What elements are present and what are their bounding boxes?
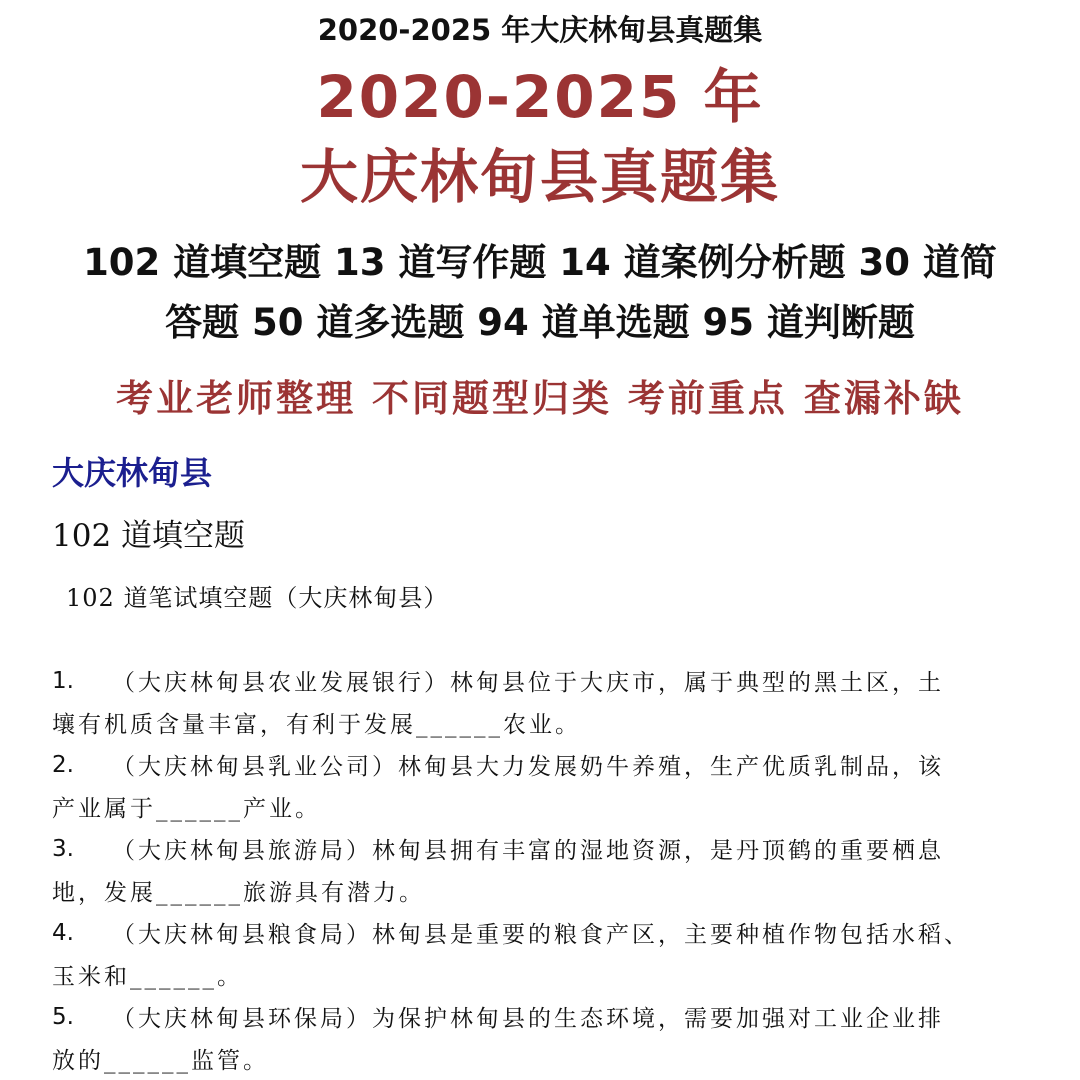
question-text-line: 玉米和______。 xyxy=(52,964,243,990)
section-intro: 102 道笔试填空题（大庆林甸县） xyxy=(66,584,449,612)
question-text-line: 放的______监管。 xyxy=(52,1048,269,1074)
question-number: 1. xyxy=(52,668,74,694)
section-title: 大庆林甸县 xyxy=(52,454,213,492)
question-text-line: （大庆林甸县旅游局）林甸县拥有丰富的湿地资源，是丹顶鹤的重要栖息 xyxy=(112,838,944,864)
question-text-line: 地，发展______旅游具有潜力。 xyxy=(52,880,425,906)
question-text-line: （大庆林甸县乳业公司）林甸县大力发展奶牛养殖，生产优质乳制品，该 xyxy=(112,754,944,780)
question-number: 4. xyxy=(52,920,74,946)
question-text-line: （大庆林甸县环保局）为保护林甸县的生态环境，需要加强对工业企业排 xyxy=(112,1006,944,1032)
question-number: 2. xyxy=(52,752,74,778)
question-counts-line-2: 答题 50 道多选题 94 道单选题 95 道判断题 xyxy=(165,301,915,344)
top-title: 2020-2025 年大庆林甸县真题集 xyxy=(317,13,763,47)
section-subheading: 102 道填空题 xyxy=(52,518,246,554)
question-text-line: 产业属于______产业。 xyxy=(52,796,321,822)
main-title-line-1: 2020-2025 年 xyxy=(316,63,764,131)
question-counts-line-1: 102 道填空题 13 道写作题 14 道案例分析题 30 道简 xyxy=(83,241,997,284)
question-text-line: （大庆林甸县粮食局）林甸县是重要的粮食产区，主要种植作物包括水稻、 xyxy=(112,922,970,948)
main-title-line-2: 大庆林甸县真题集 xyxy=(299,143,780,211)
question-number: 3. xyxy=(52,836,74,862)
question-number: 5. xyxy=(52,1004,74,1030)
slogan: 考业老师整理 不同题型归类 考前重点 查漏补缺 xyxy=(116,376,964,420)
question-text-line: 壤有机质含量丰富，有利于发展______农业。 xyxy=(52,712,581,738)
question-text-line: （大庆林甸县农业发展银行）林甸县位于大庆市，属于典型的黑土区，土 xyxy=(112,670,944,696)
